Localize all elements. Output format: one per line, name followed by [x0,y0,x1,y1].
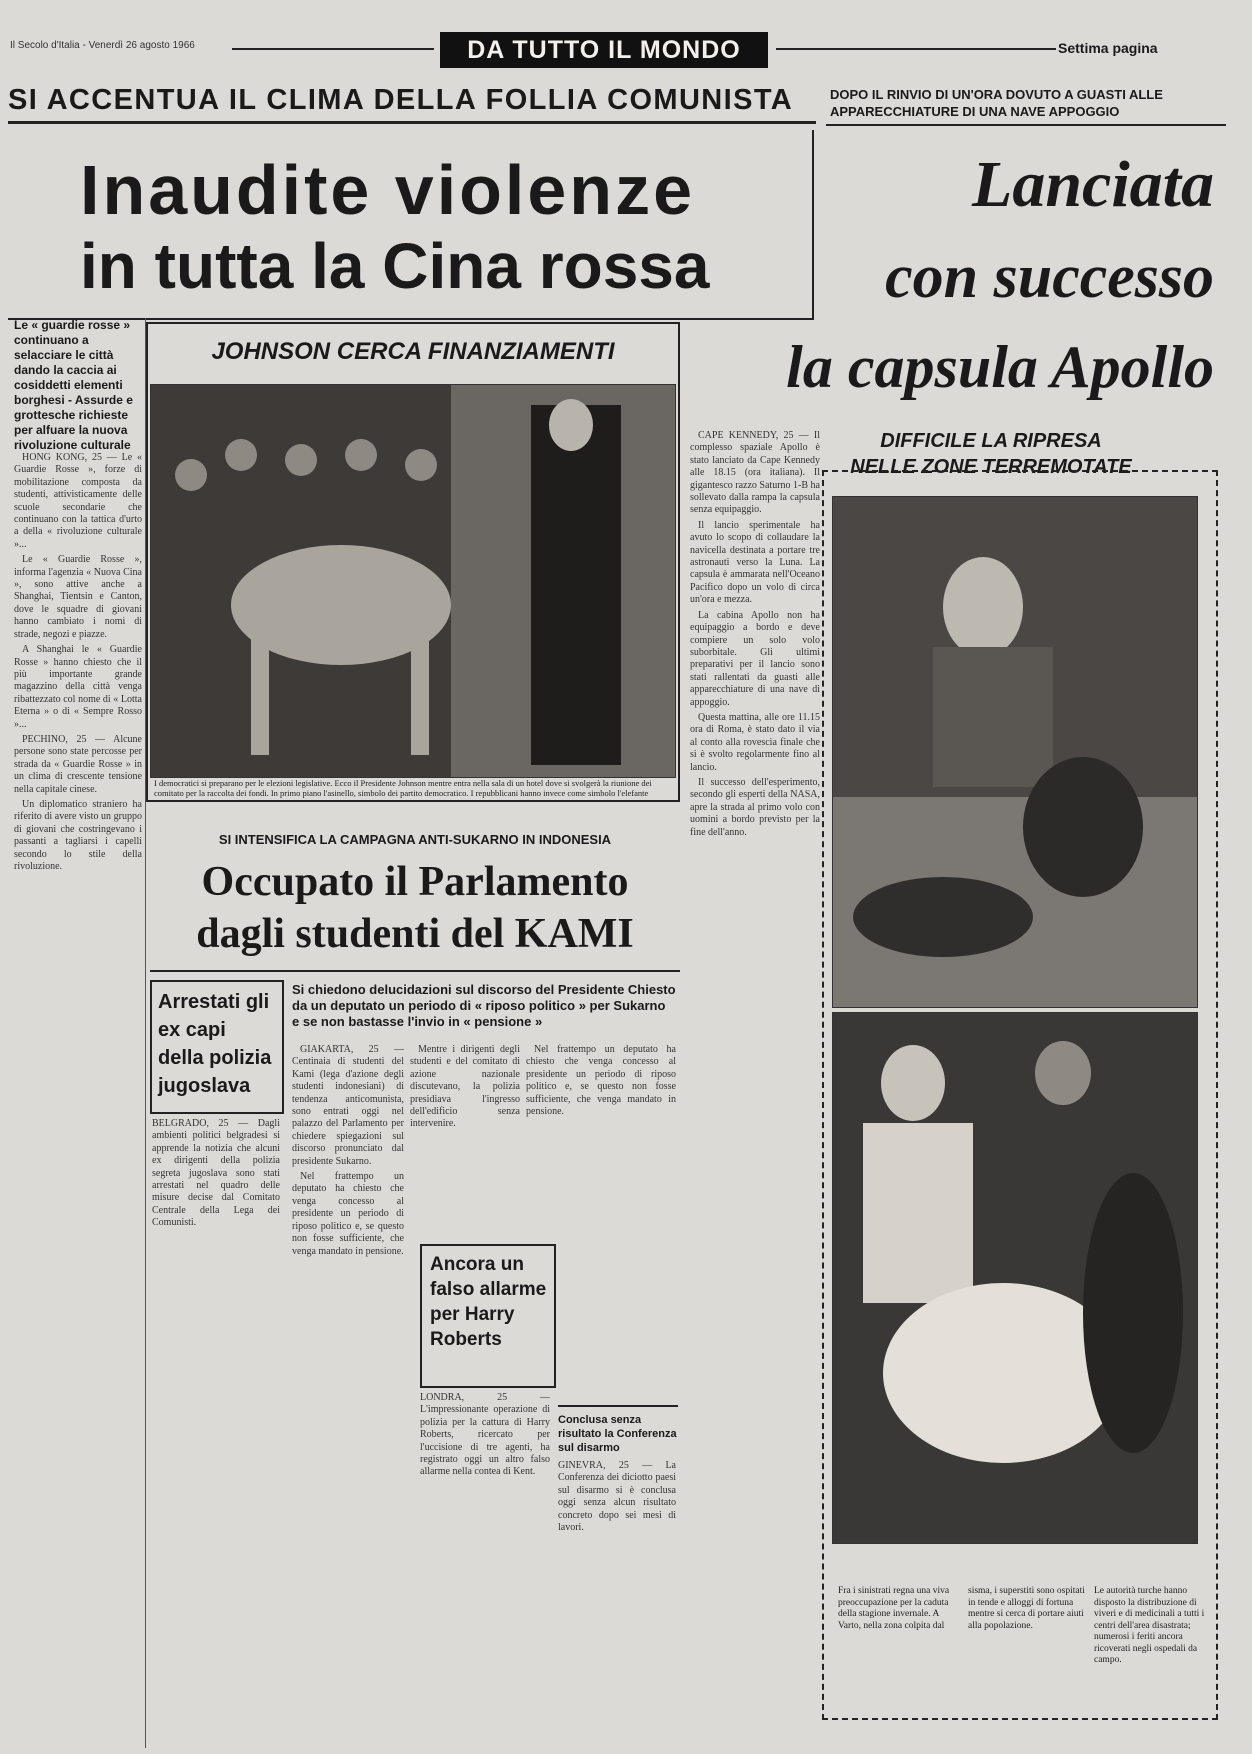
apollo-body [690,430,820,1745]
jugoslavia-headline: Arrestati gli ex capi della polizia jugoslava [158,991,272,1097]
johnson-box [146,322,680,802]
terremoto-headline-line2: NELLE ZONE TERREMOTATE [850,456,1132,478]
terremoto-photo-top [832,496,1198,1008]
johnson-photo [150,384,676,778]
apollo-kicker-rule [826,124,1226,126]
apollo-kicker: DOPO IL RINVIO DI UN'ORA DOVUTO A GUASTI ALLE APPARECCHIATURE DI UNA NAVE APPOGGIO [830,87,1163,119]
apollo-headline-line3: la capsula Apollo [786,334,1214,400]
terremoto-photo-bottom-art [833,1013,1197,1543]
lead-deck: Le « guardie rosse » continuano a selacciare le città dando la caccia ai cosiddetti elementi borghesi - Assurde e grottesche richieste per alfuare la nuova rivoluzione culturale [14,318,133,452]
johnson-headline: JOHNSON CERCA FINANZIAMENTI [211,338,615,365]
roberts-body: LONDRA, 25 — L'impressionante operazione di polizia per la cattura di Harry Roberts, ricercato per l'uccisione di tre agenti, ha registrato oggi un altro falso allarme nella contea di Kent. [420,1392,550,1478]
page-number: Settima pagina [1058,40,1158,56]
lead-paragraph: A Shanghai le « Guardie Rosse » hanno chiesto che il più importante grande magazzino della città venga ribattezzato col nome di « Lotta Eterna » o di « Sempre Rosso »... [14,644,142,730]
indonesia-paragraph: Nel frattempo un deputato ha chiesto che venga concesso al presidente un periodo di riposo politico e, se questo non fosse sufficiente, che venga mandato in pensione. [526,1044,676,1118]
jugoslavia-body: BELGRADO, 25 — Dagli ambienti politici belgradesi si apprende la notizia che alcuni ex dirigenti della polizia segreta jugoslava sono stati arrestati nel quadro delle misure decise dal Comitato Centrale della Lega dei Comunisti. [152,1118,280,1229]
indonesia-deck: Si chiedono delucidazioni sul discorso del Presidente Chiesto da un deputato un periodo di « riposo politico » per Sukarno e se non bastasse l'invio in « pensione » [292,982,676,1029]
apollo-paragraph: Il lancio sperimentale ha avuto lo scopo di collaudare la navicella destinata a portare tre astronauti verso la Luna. La capsula è ammarata nell'Oceano Pacifico dopo un volo di circa un'ora e mezza. [690,519,820,606]
terremoto-photo-top-art [833,497,1197,1007]
lead-paragraph: HONG KONG, 25 — Le « Guardie Rosse », forze di mobilitazione composta da studenti, attivisticamente delle scuole secondarie che continuano con la tattica d'urto a della « rivoluzione culturale »... [14,452,142,550]
indonesia-headline-line1: Occupato il Parlamento [201,859,629,905]
lead-headline-box [8,130,814,320]
disarmo-body: GINEVRA, 25 — La Conferenza dei diciotto paesi sul disarmo si è conclusa oggi senza alcun risultato concreto dopo sei mesi di lavori. [558,1460,676,1534]
apollo-paragraph: Questa mattina, alle ore 11.15 ora di Roma, è stato dato il via al conto alla rovescia finale che si è svolto regolarmente fino al lancio. [690,711,820,773]
lead-banner-rule [8,121,816,124]
lead-paragraph: Le « Guardie Rosse », informa l'agenzia « Nuova Cina », sono attive anche a Shanghai, Tientsin e Canton, dove le squadre di giovani hanno cambiato i nomi di strade, negozi e piazze. [14,554,142,640]
johnson-photo-art [151,385,675,777]
lead-banner: SI ACCENTUA IL CLIMA DELLA FOLLIA COMUNISTA [8,84,794,116]
terremoto-caption: Fra i sinistrati regna una viva preoccupazione per la caduta della stagione invernale. A Varto, nella zona colpita dal sisma, i superstiti sono ospitati in tende e alloggi di fortuna mentre si cerca di portare aiuti alla popolazione. [838,1586,1085,1631]
lead-paragraph: PECHINO, 25 — Alcune persone sono state percosse per strada da « Guardie Rosse » in un clima di crescente tensione nella capitale cinese. [14,733,142,795]
lead-paragraph: Un diplomatico straniero ha riferito di avere visto un gruppo di giovani che costringevano i passanti a tagliarsi i capelli secondo lo stile della rivoluzione. [14,798,142,872]
lead-body [14,452,142,1747]
apollo-headline-line2: con successo [885,243,1214,311]
johnson-caption: I democratici si preparano per le elezioni legislative. Ecco il Presidente Johnson mentre entra nella sala di un hotel dove si svolgerà la riunione dei comitato per la raccolta dei fondi. In primo piano l'asinello, simbolo dei partito democratico. I repubblicani hanno invece come simbolo l'elefante [154,778,652,798]
apollo-paragraph: CAPE KENNEDY, 25 — Il complesso spaziale Apollo è stato lanciato da Cape Kennedy alle 18.15 (ora italiana). Il gigantesco razzo Saturno 1-B ha sollevato dalla rampa la capsula senza equipaggio. [690,430,820,516]
indonesia-kicker: SI INTENSIFICA LA CAMPAGNA ANTI-SUKARNO IN INDONESIA [218,832,612,847]
indonesia-paragraph: GIAKARTA, 25 — Centinaia di studenti del Kami (lega d'azione degli studenti indonesiani) di tendenza anticomunista, sono entrati oggi nel palazzo del Parlamento per chiedere spiegazioni sul discorso pronunciato dal presidente Sukarno. [292,1044,404,1167]
indonesia-body-col3 [526,1044,676,1194]
lead-headline-line1: Inaudite violenze [80,151,695,229]
apollo-paragraph: Il successo dell'esperimento, secondo gli esperti della NASA, apre la strada al primo volo con uomini a bordo previsto per la fine dell'anno. [690,776,820,838]
terremoto-headline-line1: DIFFICILE LA RIPRESA [880,430,1102,452]
indonesia-rule [150,970,680,972]
terremoto-photo-bottom [832,1012,1198,1544]
apollo-paragraph: La cabina Apollo non ha equipaggio a bordo e deve compiere un solo volo suborbitale. Gli ultimi preparativi per il lancio sono stati rallentati da guasti alle apparecchiature di una nave di appoggio. [690,609,820,708]
section-title: DA TUTTO IL MONDO [440,32,768,68]
indonesia-body-col1 [292,1044,404,1744]
jugoslavia-box [150,980,284,1114]
lead-headline-line2: in tutta la Cina rossa [80,230,710,302]
disarmo-box [558,1405,678,1455]
disarmo-headline: Conclusa senza risultato la Conferenza sul disarmo [558,1414,677,1454]
indonesia-paragraph: Nel frattempo un deputato ha chiesto che venga concesso al presidente un periodo di riposo politico e, se questo non fosse sufficiente, che venga mandato in pensione. [292,1171,404,1257]
apollo-headline-line1: Lanciata [972,148,1214,221]
terremoto-caption-2: Le autorità turche hanno disposto la distribuzione di viveri e di medicinali a tutti i centri dell'area disastrata; numerosi i feriti ancora ricoverati negli ospedali da campo. [1094,1586,1205,1665]
masthead-rule-left [232,48,434,50]
masthead-rule-right [776,48,1056,50]
roberts-box [420,1244,556,1388]
indonesia-paragraph: Mentre i dirigenti degli studenti e del comitato di azione nazionale discutevano, la polizia presidiava l'ingresso dell'edificio senza intervenire. [410,1044,520,1130]
masthead-date: Il Secolo d'Italia - Venerdì 26 agosto 1966 [10,40,195,51]
indonesia-headline-line2: dagli studenti del KAMI [196,911,634,957]
roberts-headline: Ancora un falso allarme per Harry Roberts [430,1254,547,1350]
